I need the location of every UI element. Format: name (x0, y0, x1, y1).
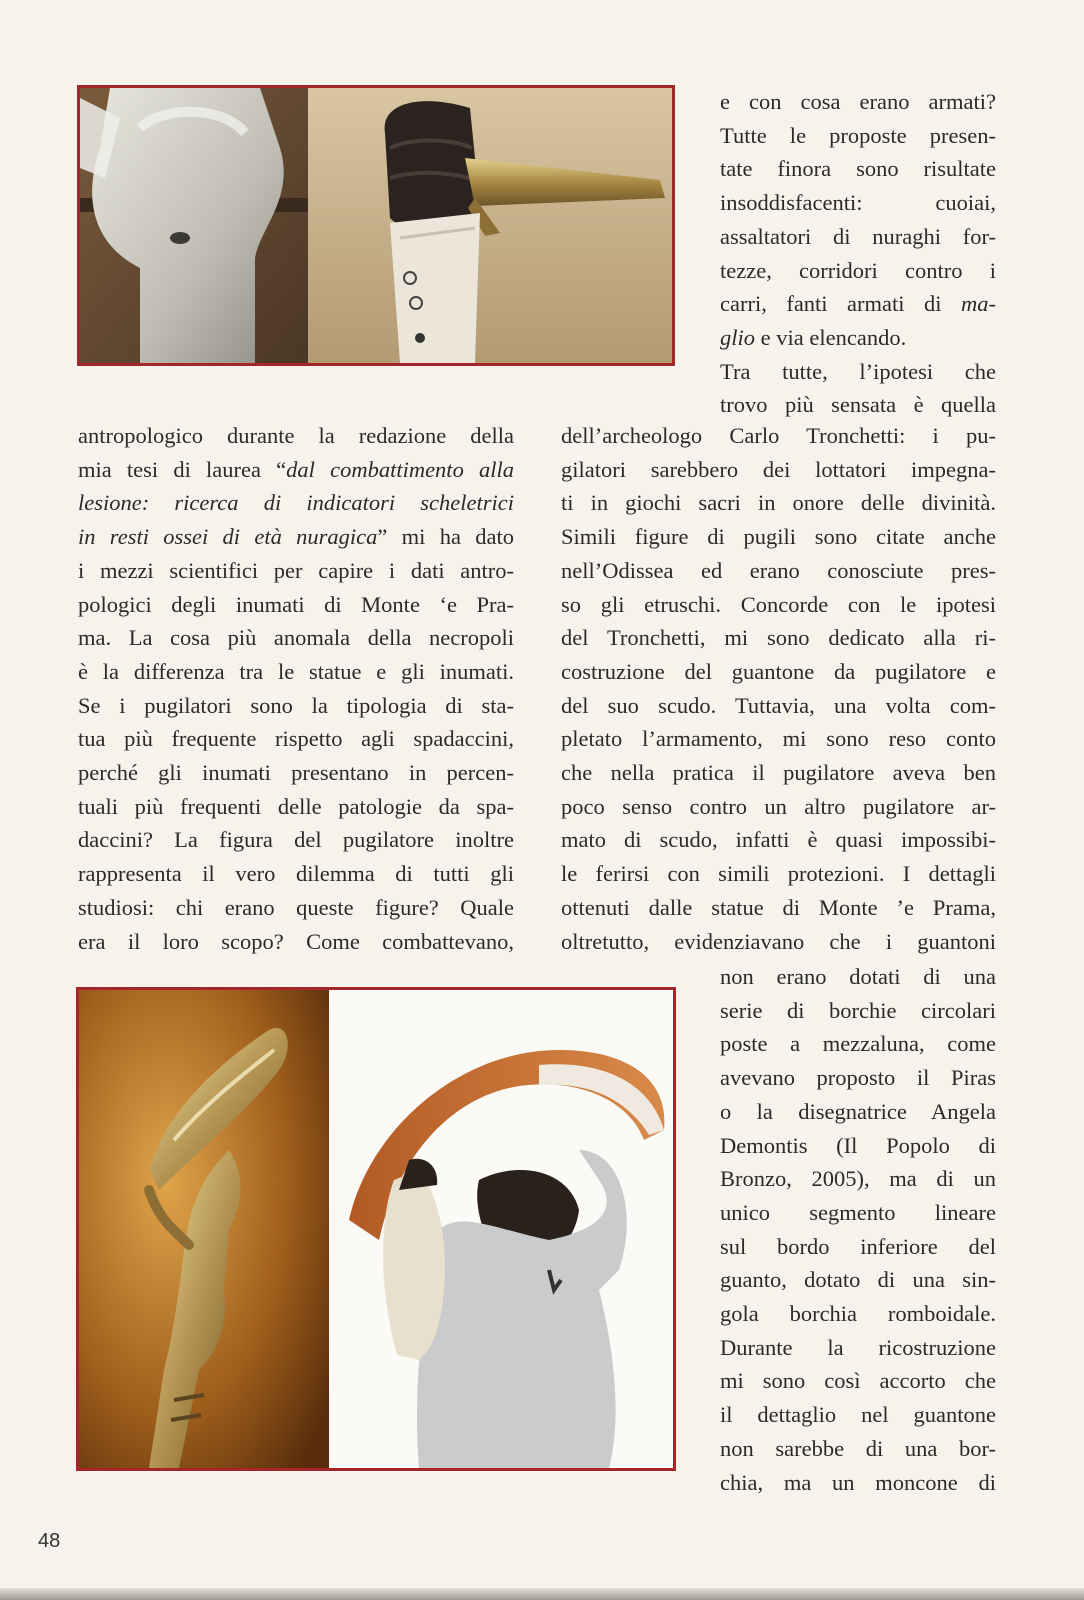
text-line: dell’archeologo Carlo Tronchetti: i pu- (561, 423, 996, 448)
text-line (78, 453, 514, 487)
text-run: mia tesi di laurea “ (78, 456, 287, 482)
text-line: Simili figure di pugili sono citate anche (561, 524, 996, 550)
text-line: studiosi: chi erano queste figure? Quale (78, 894, 514, 920)
text-line (720, 287, 996, 321)
text-line: sul bordo inferiore del (720, 1233, 996, 1259)
text-line: antropologico durante la redazione della (78, 423, 514, 448)
man-holding-shield (329, 990, 673, 1468)
text-line: i mezzi scientifici per capire i dati antro- (78, 557, 514, 583)
text-line: perché gli inumati presentano in percen- (78, 760, 514, 786)
text-line: o la disegnatrice Angela (720, 1098, 996, 1124)
right-column-middle (561, 419, 996, 958)
text-line: tua più frequente rispetto agli spadaccini, (78, 726, 514, 752)
text-line: era il loro scopo? Come combattevano, (78, 928, 514, 954)
text-line: tuali più frequenti delle patologie da spa- (78, 793, 514, 819)
text-italic: ma- (961, 291, 996, 317)
text-line: poco senso contro un altro pugilatore ar- (561, 793, 996, 819)
text-line: gola borchia romboidale. (720, 1301, 996, 1327)
text-line: unico segmento lineare (720, 1199, 996, 1225)
text-line: Tra tutte, l’ipotesi che (720, 358, 996, 384)
text-line: daccini? La figura del pugilatore inoltre (78, 827, 514, 853)
text-italic: lesione: ricerca di indicatori scheletrici (78, 490, 514, 516)
text-line: tezze, corridori contro i (720, 257, 996, 283)
text-line: pologici degli inumati di Monte ‘e Pra- (78, 591, 514, 617)
page-number: 48 (38, 1530, 61, 1552)
text-italic: dal combattimento alla (286, 456, 514, 482)
text-line: tate finora sono risultate (720, 156, 996, 182)
reconstructed-glove (308, 88, 672, 363)
text-line: mi sono così accorto che (720, 1368, 996, 1394)
text-line: ottenuti dalle statue di Monte ’e Prama, (561, 894, 996, 920)
bronze-arm-detail (80, 88, 308, 363)
text-line: Demontis (Il Popolo di (720, 1132, 996, 1158)
text-italic: glio (720, 324, 756, 350)
text-line: costruzione del guantone da pugilatore e (561, 658, 996, 684)
text-line: e con cosa erano armati? (720, 89, 996, 114)
text-line: il dettaglio nel guantone (720, 1402, 996, 1428)
bottom-photo (76, 987, 676, 1471)
text-line: ma. La cosa più anomala della necropoli (78, 625, 514, 651)
text-line: chia, ma un moncone di (720, 1469, 996, 1495)
text-line: Bronzo, 2005), ma di un (720, 1166, 996, 1192)
text-line: è la differenza tra le statue e gli inumati. (78, 658, 514, 684)
bronze-statuette-shield (79, 990, 329, 1468)
text-line (78, 486, 514, 520)
text-line: mato di scudo, infatti è quasi impossibi- (561, 827, 996, 853)
text-line: Durante la ricostruzione (720, 1334, 996, 1360)
right-column-top (720, 85, 996, 422)
text-run: carri, fanti armati di (720, 291, 961, 317)
text-line: non erano dotati di una (720, 964, 996, 989)
text-line: del Tronchetti, mi sono dedicato alla ri- (561, 625, 996, 651)
text-line: Tutte le proposte presen- (720, 122, 996, 148)
top-photo-image (80, 88, 672, 363)
text-line: ti in giochi sacri in onore delle divinità. (561, 490, 996, 516)
text-line: assaltatori di nuraghi for- (720, 223, 996, 249)
left-column (78, 419, 514, 958)
text-line: oltretutto, evidenziavano che i guantoni (561, 928, 996, 954)
text-line (78, 520, 514, 554)
text-line: guanto, dotato di una sin- (720, 1267, 996, 1293)
text-run: e via elencando. (755, 324, 907, 350)
text-line: serie di borchie circolari (720, 997, 996, 1023)
text-line: che nella pratica il pugilatore aveva ben (561, 760, 996, 786)
text-line: Se i pugilatori sono la tipologia di sta- (78, 692, 514, 718)
text-line: so gli etruschi. Concorde con le ipotesi (561, 591, 996, 617)
text-line: gilatori sarebbero dei lottatori impegna- (561, 456, 996, 482)
text-run: ” mi ha dato (377, 524, 514, 550)
top-photo (77, 85, 675, 366)
text-line (720, 321, 996, 355)
text-line: avevano proposto il Piras (720, 1065, 996, 1091)
text-line: non sarebbe di una bor- (720, 1435, 996, 1461)
text-line: poste a mezzaluna, come (720, 1031, 996, 1057)
scan-edge (0, 1588, 1084, 1600)
text-line: le ferirsi con simili protezioni. I dettagli (561, 861, 996, 887)
bottom-photo-image (79, 990, 673, 1468)
right-column-bottom (720, 960, 996, 1499)
text-line: del suo scudo. Tuttavia, una volta com- (561, 692, 996, 718)
text-line: nell’Odissea ed erano conosciute pres- (561, 557, 996, 583)
text-line: pletato l’armamento, mi sono reso conto (561, 726, 996, 752)
text-italic: in resti ossei di età nuragica (78, 524, 378, 550)
text-line: rappresenta il vero dilemma di tutti gli (78, 861, 514, 887)
text-line: trovo più sensata è quella (720, 392, 996, 418)
text-line: insoddisfacenti: cuoiai, (720, 190, 996, 216)
